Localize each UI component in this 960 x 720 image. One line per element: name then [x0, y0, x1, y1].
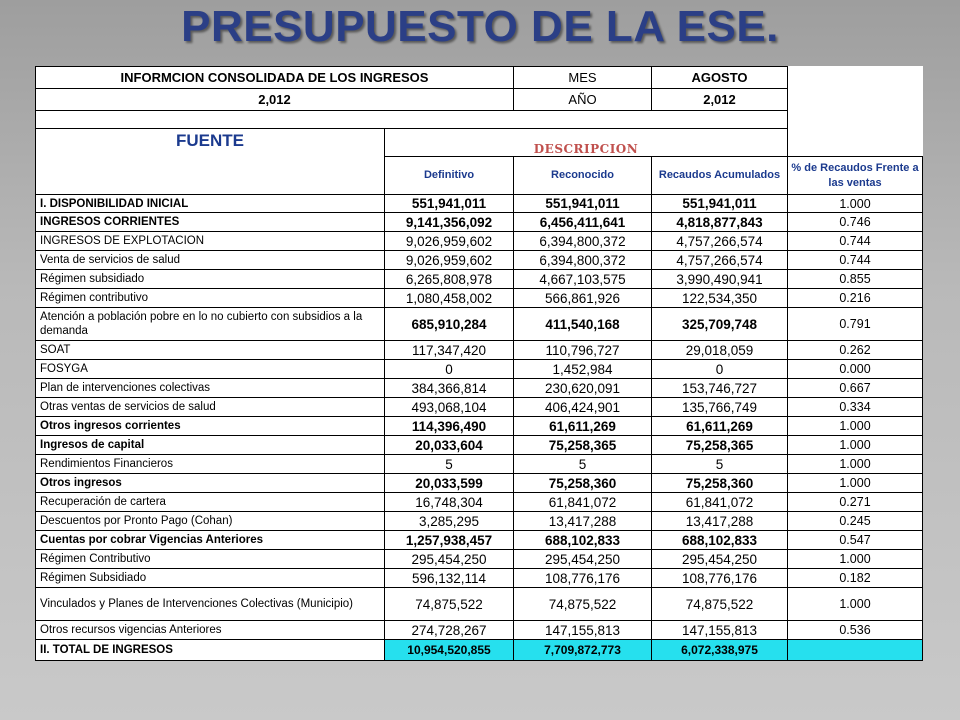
- row-label: Venta de servicios de salud: [36, 251, 385, 270]
- cell-recaudos: 688,102,833: [652, 531, 788, 550]
- cell-recaudos: 4,757,266,574: [652, 232, 788, 251]
- table-row: [36, 308, 923, 341]
- cell-pct: 1.000: [788, 550, 923, 569]
- table-row: [36, 550, 923, 569]
- cell-pct: 0.262: [788, 341, 923, 360]
- cell-definitivo: 295,454,250: [385, 550, 514, 569]
- row-label: Vinculados y Planes de Intervenciones Colectivas (Municipio): [36, 588, 385, 621]
- col-reconocido: Reconocido: [514, 157, 652, 195]
- row-label: Otros ingresos corrientes: [36, 417, 385, 436]
- cell-pct: 0.855: [788, 270, 923, 289]
- cell-recaudos: 122,534,350: [652, 289, 788, 308]
- cell-recaudos: 4,757,266,574: [652, 251, 788, 270]
- cell-pct: 0.334: [788, 398, 923, 417]
- cell-reconocido: 75,258,360: [514, 474, 652, 493]
- cell-definitivo: 6,265,808,978: [385, 270, 514, 289]
- cell-reconocido: 147,155,813: [514, 621, 652, 640]
- row-label: Ingresos de capital: [36, 436, 385, 455]
- table-row: [36, 531, 923, 550]
- cell-pct: 1.000: [788, 436, 923, 455]
- cell-recaudos: 153,746,727: [652, 379, 788, 398]
- row-label: Otros ingresos: [36, 474, 385, 493]
- table-row: [36, 512, 923, 531]
- cell-reconocido: 108,776,176: [514, 569, 652, 588]
- cell-reconocido: 688,102,833: [514, 531, 652, 550]
- cell-reconocido: 75,258,365: [514, 436, 652, 455]
- cell-reconocido: 411,540,168: [514, 308, 652, 341]
- cell-recaudos: 61,841,072: [652, 493, 788, 512]
- cell-pct: 1.000: [788, 455, 923, 474]
- cell-pct: 0.744: [788, 232, 923, 251]
- cell-pct: 0.744: [788, 251, 923, 270]
- cell-pct: 0.547: [788, 531, 923, 550]
- row-label: Atención a población pobre en lo no cubierto con subsidios a la demanda: [36, 308, 385, 341]
- col-recaudos: Recaudos Acumulados: [652, 157, 788, 195]
- table-row: [36, 588, 923, 621]
- cell-definitivo: 9,026,959,602: [385, 251, 514, 270]
- cell-definitivo: 117,347,420: [385, 341, 514, 360]
- fuente-header: FUENTE: [36, 129, 385, 195]
- cell-definitivo: 685,910,284: [385, 308, 514, 341]
- col-definitivo: Definitivo: [385, 157, 514, 195]
- cell-recaudos: 61,611,269: [652, 417, 788, 436]
- total-row: [36, 640, 923, 661]
- cell-reconocido: 406,424,901: [514, 398, 652, 417]
- cell-recaudos: 75,258,365: [652, 436, 788, 455]
- row-label: I. DISPONIBILIDAD INICIAL: [36, 195, 385, 213]
- page-title: PRESUPUESTO DE LA ESE.: [181, 2, 779, 51]
- row-label: Plan de intervenciones colectivas: [36, 379, 385, 398]
- table-row: [36, 213, 923, 232]
- cell-definitivo: 114,396,490: [385, 417, 514, 436]
- row-label: SOAT: [36, 341, 385, 360]
- info-year: 2,012: [36, 89, 514, 111]
- table-row: [36, 251, 923, 270]
- cell-definitivo: 493,068,104: [385, 398, 514, 417]
- table-row: [36, 569, 923, 588]
- total-recaudos: 6,072,338,975: [652, 640, 788, 661]
- cell-reconocido: 1,452,984: [514, 360, 652, 379]
- cell-reconocido: 4,667,103,575: [514, 270, 652, 289]
- cell-reconocido: 6,456,411,641: [514, 213, 652, 232]
- cell-pct: 0.271: [788, 493, 923, 512]
- row-label: Régimen Subsidiado: [36, 569, 385, 588]
- cell-pct: 0.245: [788, 512, 923, 531]
- cell-recaudos: 3,990,490,941: [652, 270, 788, 289]
- cell-definitivo: 5: [385, 455, 514, 474]
- info-title: INFORMCION CONSOLIDADA DE LOS INGRESOS: [36, 67, 514, 89]
- cell-recaudos: 108,776,176: [652, 569, 788, 588]
- cell-definitivo: 16,748,304: [385, 493, 514, 512]
- cell-reconocido: 5: [514, 455, 652, 474]
- cell-recaudos: 325,709,748: [652, 308, 788, 341]
- cell-reconocido: 61,841,072: [514, 493, 652, 512]
- cell-definitivo: 74,875,522: [385, 588, 514, 621]
- cell-recaudos: 5: [652, 455, 788, 474]
- row-label: Régimen subsidiado: [36, 270, 385, 289]
- table-row: [36, 455, 923, 474]
- row-label: FOSYGA: [36, 360, 385, 379]
- table-row: [36, 195, 923, 213]
- cell-definitivo: 1,257,938,457: [385, 531, 514, 550]
- table-row: [36, 379, 923, 398]
- table-row: [36, 270, 923, 289]
- cell-reconocido: 110,796,727: [514, 341, 652, 360]
- cell-definitivo: 1,080,458,002: [385, 289, 514, 308]
- total-label: II. TOTAL DE INGRESOS: [36, 640, 385, 661]
- total-reconocido: 7,709,872,773: [514, 640, 652, 661]
- cell-recaudos: 147,155,813: [652, 621, 788, 640]
- table-row: [36, 474, 923, 493]
- cell-pct: 1.000: [788, 588, 923, 621]
- row-label: Otras ventas de servicios de salud: [36, 398, 385, 417]
- cell-pct: 0.216: [788, 289, 923, 308]
- mes-label: MES: [514, 67, 652, 89]
- table-row: [36, 232, 923, 251]
- cell-recaudos: 135,766,749: [652, 398, 788, 417]
- cell-definitivo: 3,285,295: [385, 512, 514, 531]
- cell-pct: 0.667: [788, 379, 923, 398]
- row-label: INGRESOS CORRIENTES: [36, 213, 385, 232]
- cell-definitivo: 20,033,604: [385, 436, 514, 455]
- row-label: INGRESOS DE EXPLOTACION: [36, 232, 385, 251]
- cell-recaudos: 295,454,250: [652, 550, 788, 569]
- anio-value: 2,012: [652, 89, 788, 111]
- total-definitivo: 10,954,520,855: [385, 640, 514, 661]
- table-row: [36, 360, 923, 379]
- cell-pct: 0.791: [788, 308, 923, 341]
- table-row: [36, 436, 923, 455]
- cell-reconocido: 61,611,269: [514, 417, 652, 436]
- table-row: [36, 398, 923, 417]
- table-row: [36, 341, 923, 360]
- cell-pct: 1.000: [788, 474, 923, 493]
- cell-reconocido: 6,394,800,372: [514, 232, 652, 251]
- cell-pct: 0.182: [788, 569, 923, 588]
- cell-pct: 0.000: [788, 360, 923, 379]
- col-pct: % de Recaudos Frente a las ventas: [788, 157, 923, 195]
- cell-definitivo: 274,728,267: [385, 621, 514, 640]
- total-pct: [788, 640, 923, 661]
- cell-definitivo: 596,132,114: [385, 569, 514, 588]
- budget-table: [35, 66, 923, 661]
- cell-pct: 0.746: [788, 213, 923, 232]
- cell-pct: 0.536: [788, 621, 923, 640]
- mes-value: AGOSTO: [652, 67, 788, 89]
- cell-recaudos: 13,417,288: [652, 512, 788, 531]
- cell-definitivo: 551,941,011: [385, 195, 514, 213]
- table-row: [36, 621, 923, 640]
- row-label: Cuentas por cobrar Vigencias Anteriores: [36, 531, 385, 550]
- cell-definitivo: 20,033,599: [385, 474, 514, 493]
- cell-reconocido: 295,454,250: [514, 550, 652, 569]
- cell-definitivo: 0: [385, 360, 514, 379]
- cell-reconocido: 13,417,288: [514, 512, 652, 531]
- row-label: Recuperación de cartera: [36, 493, 385, 512]
- cell-recaudos: 551,941,011: [652, 195, 788, 213]
- table-row: [36, 493, 923, 512]
- cell-reconocido: 566,861,926: [514, 289, 652, 308]
- cell-pct: 1.000: [788, 195, 923, 213]
- cell-reconocido: 230,620,091: [514, 379, 652, 398]
- cell-reconocido: 74,875,522: [514, 588, 652, 621]
- cell-recaudos: 74,875,522: [652, 588, 788, 621]
- table-row: [36, 417, 923, 436]
- row-label: Rendimientos Financieros: [36, 455, 385, 474]
- cell-definitivo: 384,366,814: [385, 379, 514, 398]
- cell-pct: 1.000: [788, 417, 923, 436]
- cell-recaudos: 4,818,877,843: [652, 213, 788, 232]
- cell-reconocido: 551,941,011: [514, 195, 652, 213]
- cell-reconocido: 6,394,800,372: [514, 251, 652, 270]
- cell-recaudos: 29,018,059: [652, 341, 788, 360]
- row-label: Régimen contributivo: [36, 289, 385, 308]
- row-label: Régimen Contributivo: [36, 550, 385, 569]
- descripcion-header: DESCRIPCION: [385, 129, 788, 157]
- table-row: [36, 289, 923, 308]
- cell-definitivo: 9,026,959,602: [385, 232, 514, 251]
- row-label: Otros recursos vigencias Anteriores: [36, 621, 385, 640]
- row-label: Descuentos por Pronto Pago (Cohan): [36, 512, 385, 531]
- cell-definitivo: 9,141,356,092: [385, 213, 514, 232]
- cell-recaudos: 75,258,360: [652, 474, 788, 493]
- anio-label: AÑO: [514, 89, 652, 111]
- cell-recaudos: 0: [652, 360, 788, 379]
